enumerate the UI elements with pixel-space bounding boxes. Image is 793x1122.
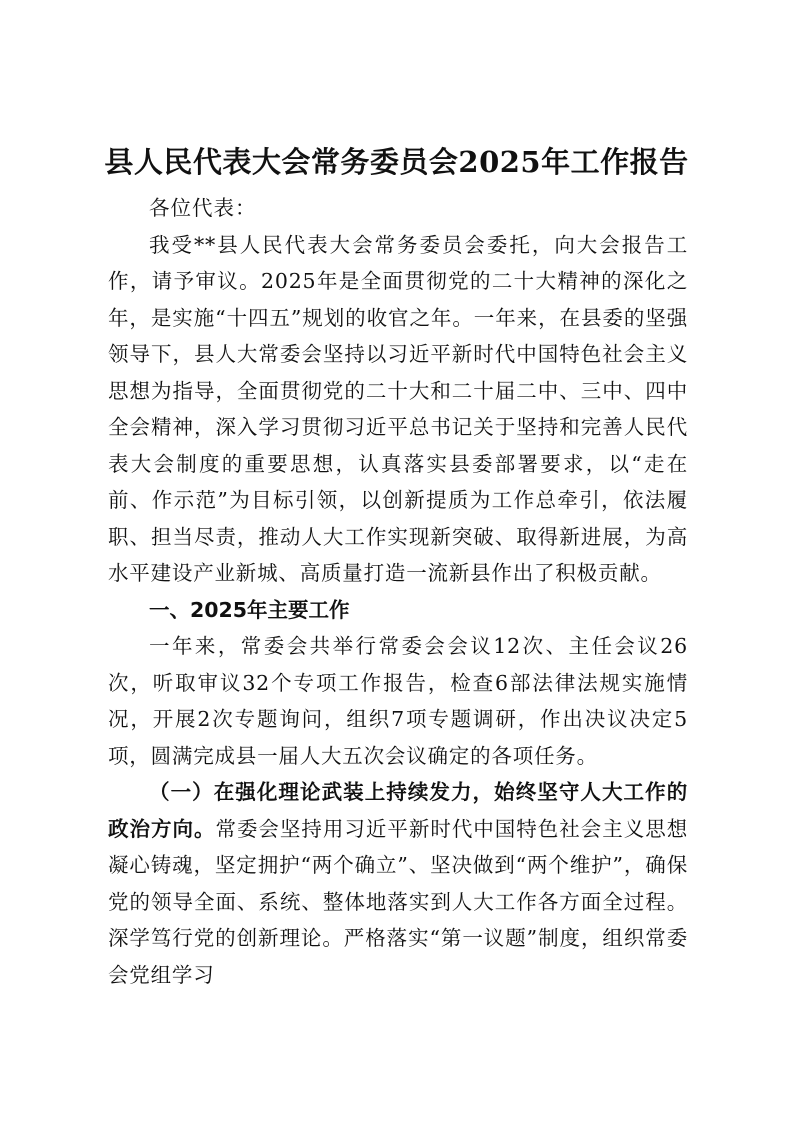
subsection-text: 常委会坚持用习近平新时代中国特色社会主义思想凝心铸魂，坚定拥护“两个确立”、坚决做到“两个维护”，确保党的领导全面、系统、整体地落实到人大工作各方面全过程。深学笃行党的创新理论。严格落实“第一议题”制度，组织常委会党组学习 [108, 816, 689, 987]
salutation: 各位代表： [149, 196, 257, 220]
report-title: 县人民代表大会常务委员会2025年工作报告 [104, 145, 689, 179]
section-heading: 一、2025年主要工作 [149, 597, 350, 622]
report-body [108, 190, 688, 993]
intro-paragraph: 我受**县人民代表大会常务委员会委托，向大会报告工作，请予审议。2025年是全面贯彻党的二十大精神的深化之年，是实施“十四五”规划的收官之年。一年来，在县委的坚强领导下，县人大常委会坚持以习近平新时代中国特色社会主义思想为指导，全面贯彻党的二十大和二十届二中、三中、四中全会精神，深入学习贯彻习近平总书记关于坚持和完善人民代表大会制度的重要思想，认真落实县委部署要求，以“走在前、作示范”为目标引领，以创新提质为工作总牵引，依法履职、担当尽责，推动人大工作实现新突破、取得新进展，为高水平建设产业新城、高质量打造一流新县作出了积极贡献。 [108, 232, 688, 585]
subsection-heading: （一）在强化理论武装上持续发力，始终坚守人大工作的政治方向。 [108, 780, 688, 841]
subsection-paragraph [108, 774, 688, 993]
section-summary-paragraph: 一年来，常委会共举行常委会会议12次、主任会议26次，听取审议32个专项工作报告，检查6部法律法规实施情况，开展2次专题询问，组织7项专题调研，作出决议决定5项，圆满完成县一届人大五次会议确定的各项任务。 [108, 634, 688, 768]
